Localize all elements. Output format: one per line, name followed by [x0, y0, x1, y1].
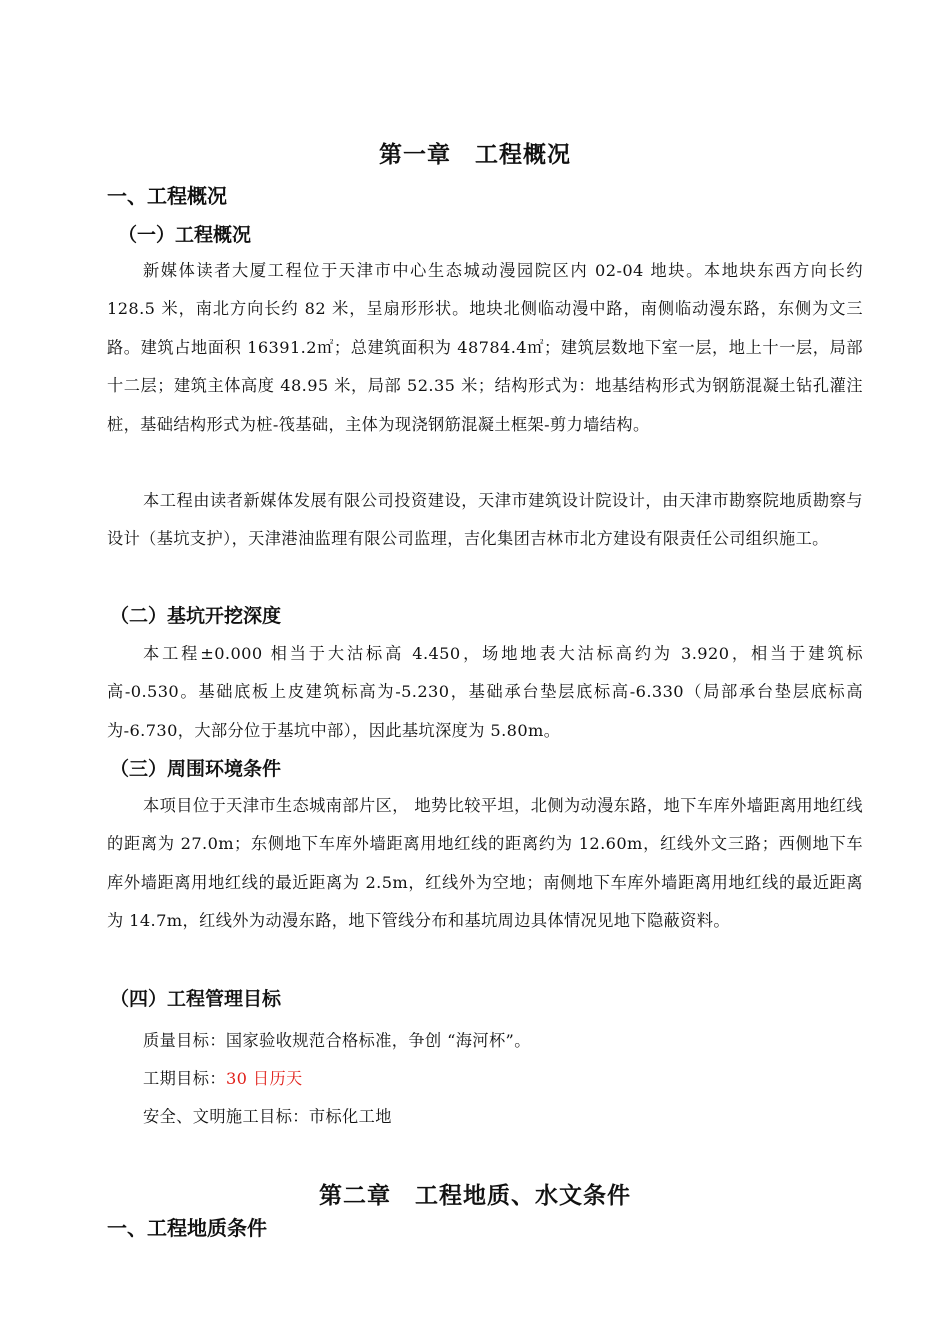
quality-goal-line: 质量目标：国家验收规范合格标准，争创 “海河杯”。 — [143, 1031, 531, 1050]
paragraph-excavation-depth: 本工程±0.000 相当于大沽标高 4.450，场地地表大沽标高约为 3.920，相当于建筑标高-0.530。基础底板上皮建筑标高为-5.230，基础承台垫层底标高-6.330（局部承台垫层底标高为-6.730，大部分位于基坑中部），因此基坑深度为 5.80m。 — [107, 644, 863, 740]
safety-goal-line: 安全、文明施工目标：市标化工地 — [143, 1107, 392, 1126]
chapter-2-title: 第二章 工程地质、水文条件 — [319, 1183, 631, 1209]
schedule-goal-value: 30 日历天 — [225, 1069, 303, 1088]
subsection-heading-management-goals: （四）工程管理目标 — [110, 988, 282, 1010]
subsection-heading-overview: （一）工程概况 — [118, 224, 252, 246]
chapter-1-title: 第一章 工程概况 — [379, 142, 571, 168]
paragraph-project-parties: 本工程由读者新媒体发展有限公司投资建设，天津市建筑设计院设计，由天津市勘察院地质勘察与设计（基坑支护），天津港油监理有限公司监理，吉化集团吉林市北方建设有限责任公司组织施工。 — [107, 491, 863, 549]
paragraph-surroundings: 本项目位于天津市生态城南部片区， 地势比较平坦，北侧为动漫东路，地下车库外墙距离用地红线的距离为 27.0m；东侧地下车库外墙距离用地红线的距离约为 12.60m，红线外文三路；西侧地下车库外墙距离用地红线的最近距离为 2.5m，红线外为空地；南侧地下车库外墙距离用地红线的最近距离为 14.7m，红线外为动漫东路，地下管线分布和基坑周边具体情况见地下隐蔽资料。 — [107, 796, 863, 931]
schedule-goal-line — [143, 1065, 303, 1089]
subsection-heading-surroundings: （三）周围环境条件 — [110, 758, 282, 780]
paragraph-project-overview: 新媒体读者大厦工程位于天津市中心生态城动漫园院区内 02-04 地块。本地块东西方向长约 128.5 米，南北方向长约 82 米，呈扇形形状。地块北侧临动漫中路，南侧临动漫东路，东侧为文三路。建筑占地面积 16391.2㎡；总建筑面积为 48784.4㎡；建筑层数地下室一层，地上十一层，局部十二层；建筑主体高度 48.95 米，局部 52.35 米；结构形式为：地基结构形式为钢筋混凝土钻孔灌注桩，基础结构形式为桩-筏基础，主体为现浇钢筋混凝土框架-剪力墙结构。 — [107, 261, 863, 434]
subsection-heading-excavation-depth: （二）基坑开挖深度 — [110, 605, 282, 627]
section-heading-geology: 一、工程地质条件 — [107, 1216, 267, 1240]
schedule-goal-label: 工期目标： — [143, 1069, 226, 1088]
section-heading-engineering-overview: 一、工程概况 — [107, 184, 227, 208]
